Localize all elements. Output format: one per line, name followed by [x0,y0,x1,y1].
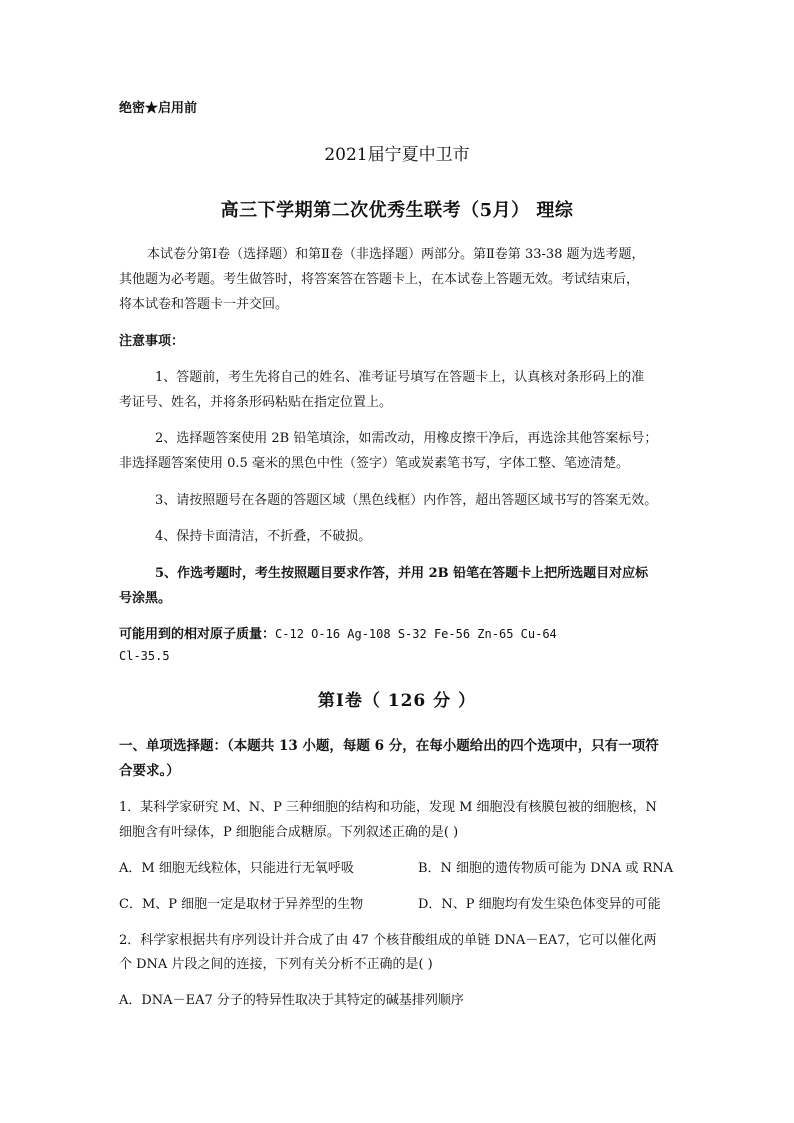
q1-option-a: A．M 细胞无线粒体，只能进行无氧呼吸 [119,861,354,876]
q1-option-c: C．M、P 细胞一定是取材于异养型的生物 [119,897,364,912]
exam-title-line1: 2021届宁夏中卫市 [324,145,470,165]
q1-stem-line2: 细胞含有叶绿体，P 细胞能合成糖原。下列叙述正确的是( ) [119,825,459,840]
intro-line3: 将本试卷和答题卡一并交回。 [119,297,289,312]
exam-title-line2: 高三下学期第二次优秀生联考（5月） 理综 [220,200,574,221]
q2-stem-line1: 2．科学家根据共有序列设计并合成了由 47 个核苷酸组成的单链 DNA－EA7，它可以催化两 [119,933,657,948]
note-4: 4、保持卡面清洁，不折叠，不破损。 [155,529,372,544]
q2-option-a: A．DNA－EA7 分子的特异性取决于其特定的碱基排列顺序 [119,993,464,1008]
q1-option-b: B．N 细胞的遗传物质可能为 DNA 或 RNA [418,861,674,876]
atomic-mass-line2: Cl-35.5 [119,649,170,663]
atomic-mass-label: 可能用到的相对原子质量： [119,627,276,642]
note-5-line2: 号涂黑。 [119,591,172,606]
section-1-heading: 第Ⅰ卷（ 126 分 ） [317,691,477,711]
section-1-instructions-line1: 一、单项选择题：（本题共 13 小题，每题 6 分，在每小题给出的四个选项中，只有一项符 [119,738,659,754]
atomic-mass-values: C-12 O-16 Ag-108 S-32 Fe-56 Zn-65 Cu-64 [275,627,557,641]
q1-stem-line1: 1．某科学家研究 M、N、P 三种细胞的结构和功能，发现 M 细胞没有核膜包被的细胞核，N [119,800,657,815]
intro-line2: 其他题为必考题。考生做答时，将答案答在答题卡上，在本试卷上答题无效。考试结束后， [119,272,640,287]
section-1-instructions-line2: 合要求。） [119,763,180,779]
q1-option-d: D．N、P 细胞均有发生染色体变异的可能 [418,897,661,912]
atomic-mass-line1 [119,626,557,643]
q2-stem-line2: 个 DNA 片段之间的连接，下列有关分析不正确的是( ) [119,957,433,972]
notes-heading: 注意事项： [119,334,185,349]
note-5-line1: 5、作选考题时，考生按照题目要求作答，并用 2B 铅笔在答题卡上把所选题目对应标 [155,566,649,581]
intro-line1: 本试卷分第Ⅰ卷（选择题）和第Ⅱ卷（非选择题）两部分。第Ⅱ卷第 33-38 题为选考题， [147,247,645,262]
note-2-line1: 2、选择题答案使用 2B 铅笔填涂，如需改动，用橡皮擦干净后，再选涂其他答案标号； [155,431,658,446]
note-1-line1: 1、答题前，考生先将自己的姓名、准考证号填写在答题卡上，认真核对条形码上的准 [155,370,645,385]
confidential-label: 绝密★启用前 [119,101,198,116]
note-1-line2: 考证号、姓名，并将条形码粘贴在指定位置上。 [119,395,393,410]
note-2-line2: 非选择题答案使用 0.5 毫米的黑色中性（签字）笔或炭素笔书写，字体工整、笔迹清楚。 [119,456,629,471]
note-3: 3、请按照题号在各题的答题区域（黑色线框）内作答，超出答题区域书写的答案无效。 [155,493,658,508]
